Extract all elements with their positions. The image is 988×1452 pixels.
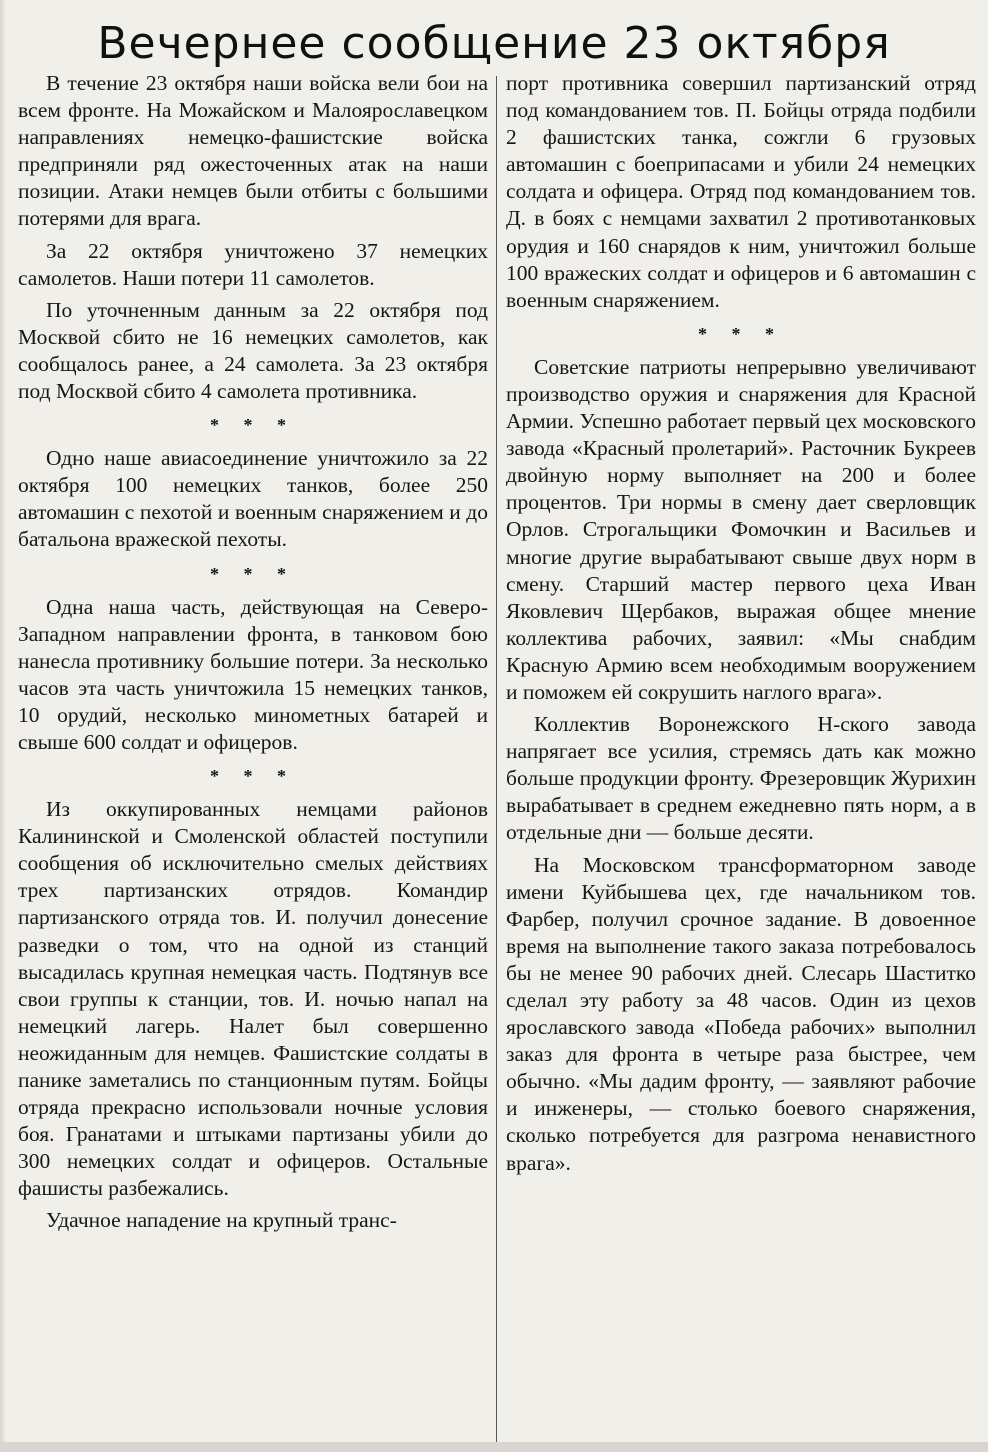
section-separator: * * * bbox=[210, 415, 296, 436]
paragraph: Одно наше авиасоединение уничтожило за 22 октября 100 немецких танков, более 250 автомашин с пехотой и военным снаряжением и до батальона вражеской пехоты. bbox=[18, 446, 488, 552]
paragraph: По уточненным данным за 22 октября под Москвой сбито не 16 немецких самолетов, как сообщалось ранее, а 24 самолета. За 23 октября под Москвой сбито 4 самолета противника. bbox=[18, 297, 488, 404]
page-bottom-edge bbox=[0, 1442, 988, 1452]
section-separator: * * * bbox=[210, 766, 296, 787]
page-edge-shadow bbox=[0, 0, 6, 1452]
paragraph: За 22 октября уничтожено 37 немецких самолетов. Наши потери 11 самолетов. bbox=[18, 238, 488, 290]
article-title: Вечернее сообщение 23 октября bbox=[97, 18, 891, 69]
right-column bbox=[506, 70, 976, 1177]
paragraph: Советские патриоты непрерывно увеличивают производство оружия и снаряжения для Красной Армии. Успешно работает первый цех московского завода «Красный пролетарий». Расточник Букреев двойную норму выполняет на 200 и более процентов. Три нормы в смену дает сверловщик Орлов. Строгальщики Фомочкин и Васильев и многие другие вырабатывают свыше двух норм в смену. Старший мастер первого цеха Иван Яковлевич Щербаков, выражая общее мнение коллектива рабочих, заявил: «Мы снабдим Красную Армию всем необходимым вооружением и поможем ей сокрушить наглого врага». bbox=[506, 354, 976, 704]
paragraph: В течение 23 октября наши войска вели бои на всем фронте. На Можайском и Малоярославецком направлениях немецко-фашистские войска предприняли ряд ожесточенных атак на наши позиции. Атаки немцев были отбиты с большими потерями для врага. bbox=[18, 71, 488, 231]
section-separator: * * * bbox=[698, 323, 784, 344]
paragraph: На Московском трансформаторном заводе имени Куйбышева цех, где начальником тов. Фарбер, получил срочное задание. В довоенное время на выполнение такого заказа потребовалось бы не менее 90 рабочих дней. Слесарь Шаститко сделал эту работу за 48 часов. Один из цехов ярославского завода «Победа рабочих» выполнил заказ для фронта в четыре раза быстрее, чем обычно. «Мы дадим фронту, — заявляют рабочие и инженеры, — столько боевого снаряжения, сколько потребуется для разгрома ненавистного врага». bbox=[506, 852, 976, 1175]
column-divider bbox=[496, 76, 497, 1446]
paragraph: Удачное нападение на крупный транс- bbox=[46, 1208, 397, 1233]
paragraph: Из оккупированных немцами районов Калининской и Смоленской областей поступили сообщения об исключительно смелых действиях трех партизанских отрядов. Командир партизанского отряда тов. И. получил донесение разведки о том, что на одной из станций высадилась крупная немецкая часть. Подтянув все свои группы к станции, тов. И. ночью напал на немецкий лагерь. Налет был совершенно неожиданным для немцев. Фашистские солдаты в панике заметались по станционным путям. Бойцы отряда прекрасно использовали ночные условия боя. Гранатами и штыками партизаны убили до 300 немецких солдат и офицеров. Остальные фашисты разбежались. bbox=[18, 797, 488, 1201]
paragraph: Одна наша часть, действующая на Северо-Западном направлении фронта, в танковом бою нанесла противнику большие потери. За несколько часов эта часть уничтожила 15 немецких танков, 10 орудий, несколько минометных батарей и свыше 600 солдат и офицеров. bbox=[18, 594, 488, 754]
section-separator: * * * bbox=[210, 563, 296, 584]
left-column bbox=[18, 70, 488, 1235]
paragraph: порт противника совершил партизанский отряд под командованием тов. П. Бойцы отряда подбили 2 фашистских танка, сожгли 6 грузовых автомашин с боеприпасами и убили 24 немецких солдата и офицера. Отряд под командованием тов. Д. в боях с немцами захватил 2 противотанковых орудия и 160 снарядов к ним, уничтожил больше 100 вражеских солдат и офицеров и 6 автомашин с военным снаряжением. bbox=[506, 71, 976, 312]
paragraph: Коллектив Воронежского Н-ского завода напрягает все усилия, стремясь дать как можно больше продукции фронту. Фрезеровщик Журихин вырабатывает в среднем ежедневно пять норм, а в отдельные дни — больше десяти. bbox=[506, 712, 976, 845]
